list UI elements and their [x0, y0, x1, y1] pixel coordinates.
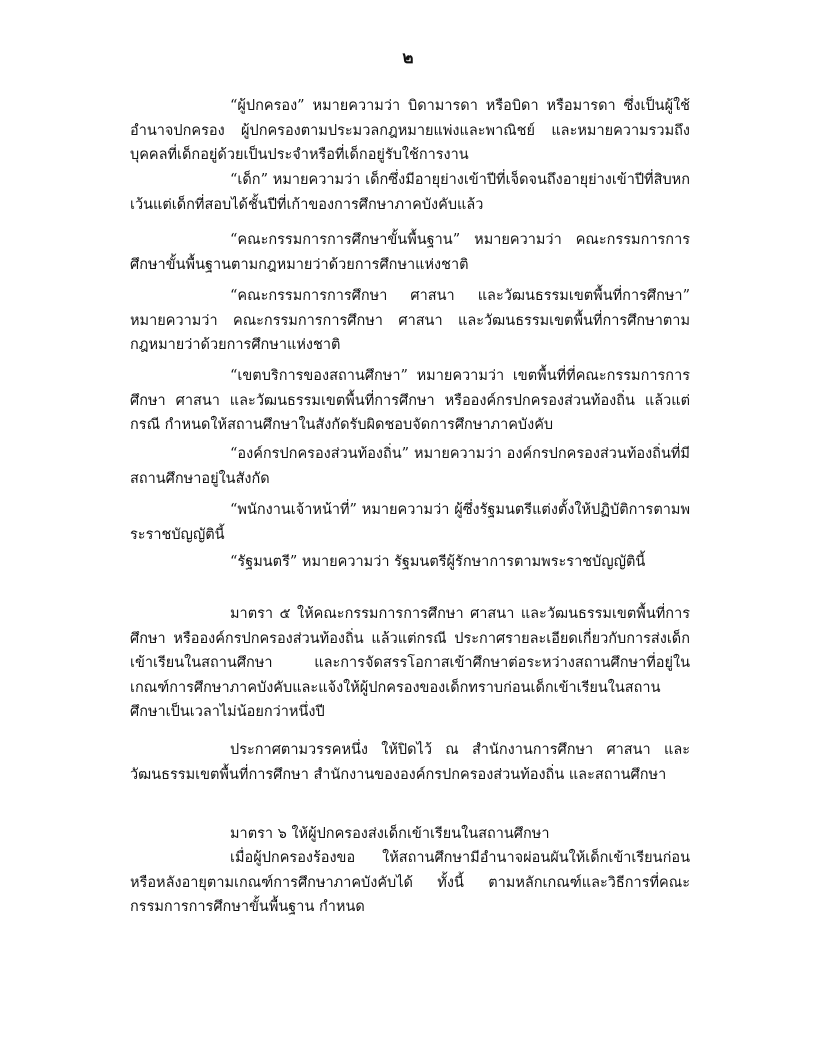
definition-official: “พนักงานเจ้าหน้าที่” หมายความว่า ผู้ซึ่งรัฐมนตรีแต่งตั้งให้ปฏิบัติการตามพระราชบัญญัตินี้	[130, 502, 690, 543]
definition-basic-education-committee: “คณะกรรมการการศึกษาขั้นพื้นฐาน” หมายความว่า คณะกรรมการการศึกษาขั้นพื้นฐานตามกฎหมายว่าด้วยการศึกษาแห่งชาติ	[130, 232, 690, 273]
definition-minister: “รัฐมนตรี” หมายความว่า รัฐมนตรีผู้รักษาการตามพระราชบัญญัตินี้	[230, 554, 646, 570]
section-5-paragraph-2: ประกาศตามวรรคหนึ่ง ให้ปิดไว้ ณ สำนักงานการศึกษา ศาสนา และวัฒนธรรมเขตพื้นที่การศึกษา สำนักงานขององค์กรปกครองส่วนท้องถิ่น และสถานศึกษา	[130, 742, 690, 783]
definition-guardian: “ผู้ปกครอง” หมายความว่า บิดามารดา หรือบิดา หรือมารดา ซึ่งเป็นผู้ใช้อำนาจปกครอง ผู้ปกครองตามประมวลกฎหมายแพ่งและพาณิชย์ และหมายความรวมถึงบุคคลที่เด็กอยู่ด้วยเป็นประจำหรือที่เด็กอยู่รับใช้การงาน	[130, 98, 690, 163]
section-5: มาตรา ๕ ให้คณะกรรมการการศึกษา ศาสนา และวัฒนธรรมเขตพื้นที่การศึกษา หรือองค์กรปกครองส่วนท้องถิ่น แล้วแต่กรณี ประกาศรายละเอียดเกี่ยวกับการส่งเด็กเข้าเรียนในสถานศึกษา และการจัดสรรโอกาสเข้าศึกษาต่อระหว่างสถานศึกษาที่อยู่ในเกณฑ์การศึกษาภาคบังคับและแจ้งให้ผู้ปกครองของเด็กทราบก่อนเด็กเข้าเรียนในสถานศึกษาเป็นเวลาไม่น้อยกว่าหนึ่งปี	[130, 606, 690, 720]
page-number: ๒	[402, 48, 414, 68]
definition-area-committee: “คณะกรรมการการศึกษา ศาสนา และวัฒนธรรมเขตพื้นที่การศึกษา” หมายความว่า คณะกรรมการการศึกษา ศาสนา และวัฒนธรรมเขตพื้นที่การศึกษาตามกฎหมายว่าด้วยการศึกษาแห่งชาติ	[130, 288, 690, 353]
definition-local-government: “องค์กรปกครองส่วนท้องถิ่น” หมายความว่า องค์กรปกครองส่วนท้องถิ่นที่มีสถานศึกษาอยู่ในสังกัด	[130, 446, 690, 487]
definition-child: “เด็ก” หมายความว่า เด็กซึ่งมีอายุย่างเข้าปีที่เจ็ดจนถึงอายุย่างเข้าปีที่สิบหก เว้นแต่เด็กที่สอบได้ชั้นปีที่เก้าของการศึกษาภาคบังคับแล้ว	[130, 172, 690, 213]
section-6: มาตรา ๖ ให้ผู้ปกครองส่งเด็กเข้าเรียนในสถานศึกษา	[230, 826, 550, 842]
definition-service-area: “เขตบริการของสถานศึกษา” หมายความว่า เขตพื้นที่ที่คณะกรรมการการศึกษา ศาสนา และวัฒนธรรมเขตพื้นที่การศึกษา หรือองค์กรปกครองส่วนท้องถิ่น แล้วแต่กรณี กำหนดให้สถานศึกษาในสังกัดรับผิดชอบจัดการศึกษาภาคบังคับ	[130, 368, 690, 433]
section-6-paragraph-2: เมื่อผู้ปกครองร้องขอ ให้สถานศึกษามีอำนาจผ่อนผันให้เด็กเข้าเรียนก่อนหรือหลังอายุตามเกณฑ์การศึกษาภาคบังคับได้ ทั้งนี้ ตามหลักเกณฑ์และวิธีการที่คณะกรรมการการศึกษาขั้นพื้นฐาน กำหนด	[130, 850, 690, 915]
